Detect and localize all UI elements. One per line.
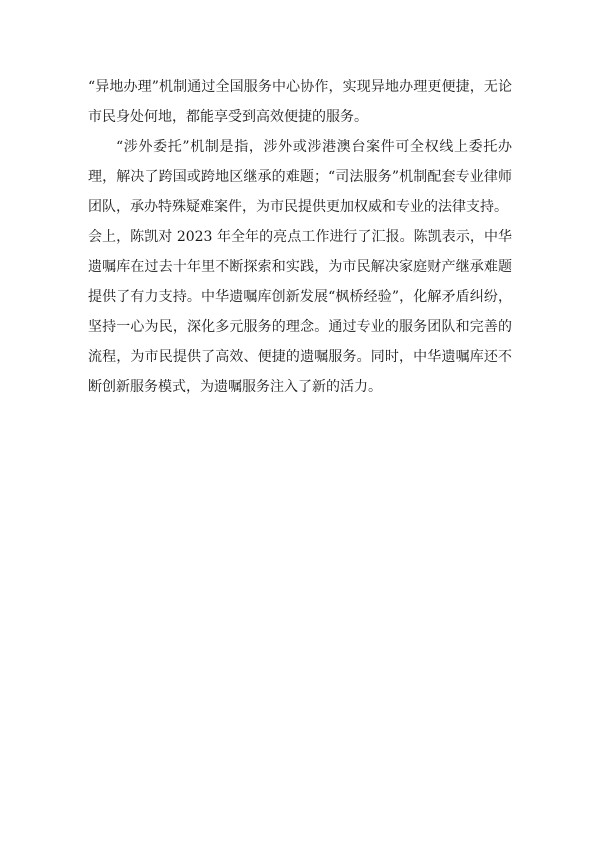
document-body [88,72,512,402]
paragraph-foreign-entrustment: “涉外委托”机制是指，涉外或涉港澳台案件可全权线上委托办理，解决了跨国或跨地区继承的难题；“司法服务”机制配套专业律师团队，承办特殊疑难案件，为市民提供更加权威和专业的法律支持。 [88,139,512,215]
paragraph-meeting-report: 会上，陈凯对 2023 年全年的亮点工作进行了汇报。陈凯表示，中华遗嘱库在过去十年里不断探索和实践，为市民解决家庭财产继承难题提供了有力支持。中华遗嘱库创新发展“枫桥经验”，化解矛盾纠纷，坚持一心为民，深化多元服务的理念。通过专业的服务团队和完善的流程，为市民提供了高效、便捷的遗嘱服务。同时，中华遗嘱库还不断创新服务模式，为遗嘱服务注入了新的活力。 [88,229,512,395]
paragraph-remote-processing: “异地办理”机制通过全国服务中心协作，实现异地办理更便捷，无论市民身处何地，都能享受到高效便捷的服务。 [88,79,512,125]
